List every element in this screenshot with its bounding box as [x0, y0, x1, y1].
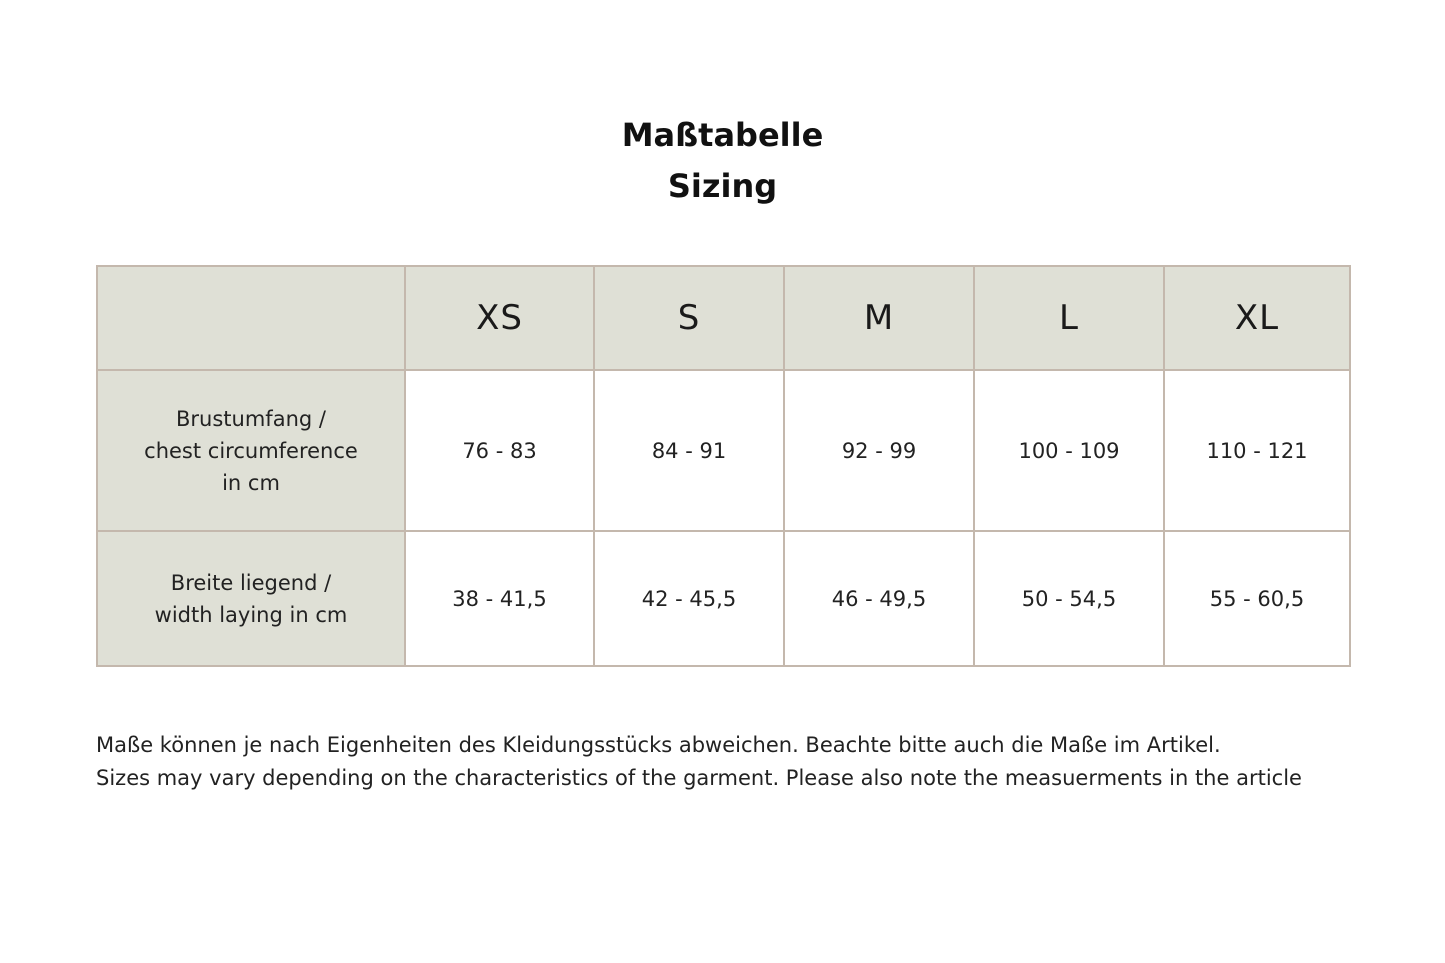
- table-cell: 55 - 60,5: [1164, 531, 1350, 666]
- size-header-m: M: [784, 266, 974, 370]
- note-german: Maße können je nach Eigenheiten des Kleidungsstücks abweichen. Beachte bitte auch die Maße im Artikel.: [96, 733, 1221, 757]
- table-row-width: [97, 531, 1350, 666]
- table-cell: 76 - 83: [405, 370, 594, 531]
- table-cell: 92 - 99: [784, 370, 974, 531]
- size-header-l: L: [974, 266, 1164, 370]
- note-english: Sizes may vary depending on the characteristics of the garment. Please also note the measuerments in the article: [96, 766, 1302, 790]
- row-label-line: width laying in cm: [154, 602, 348, 627]
- row-label-line: in cm: [222, 470, 280, 495]
- disclaimer-note: [96, 729, 1396, 795]
- table-cell: 42 - 45,5: [594, 531, 784, 666]
- size-table: [96, 265, 1351, 667]
- table-cell: 46 - 49,5: [784, 531, 974, 666]
- table-row-chest: [97, 370, 1350, 531]
- corner-cell: [97, 266, 405, 370]
- table-header-row: [97, 266, 1350, 370]
- table-cell: 50 - 54,5: [974, 531, 1164, 666]
- row-label-line: chest circumference: [144, 438, 358, 463]
- title-german: Maßtabelle: [621, 116, 824, 154]
- row-label-line: Brustumfang /: [176, 406, 326, 431]
- size-header-xs: XS: [405, 266, 594, 370]
- table-cell: 110 - 121: [1164, 370, 1350, 531]
- title-english: Sizing: [667, 167, 778, 205]
- table-cell: 84 - 91: [594, 370, 784, 531]
- row-label-width: [97, 531, 405, 666]
- page-title: [0, 110, 1445, 212]
- size-header-xl: XL: [1164, 266, 1350, 370]
- size-header-s: S: [594, 266, 784, 370]
- table-cell: 100 - 109: [974, 370, 1164, 531]
- row-label-line: Breite liegend /: [170, 570, 332, 595]
- row-label-chest: [97, 370, 405, 531]
- table-cell: 38 - 41,5: [405, 531, 594, 666]
